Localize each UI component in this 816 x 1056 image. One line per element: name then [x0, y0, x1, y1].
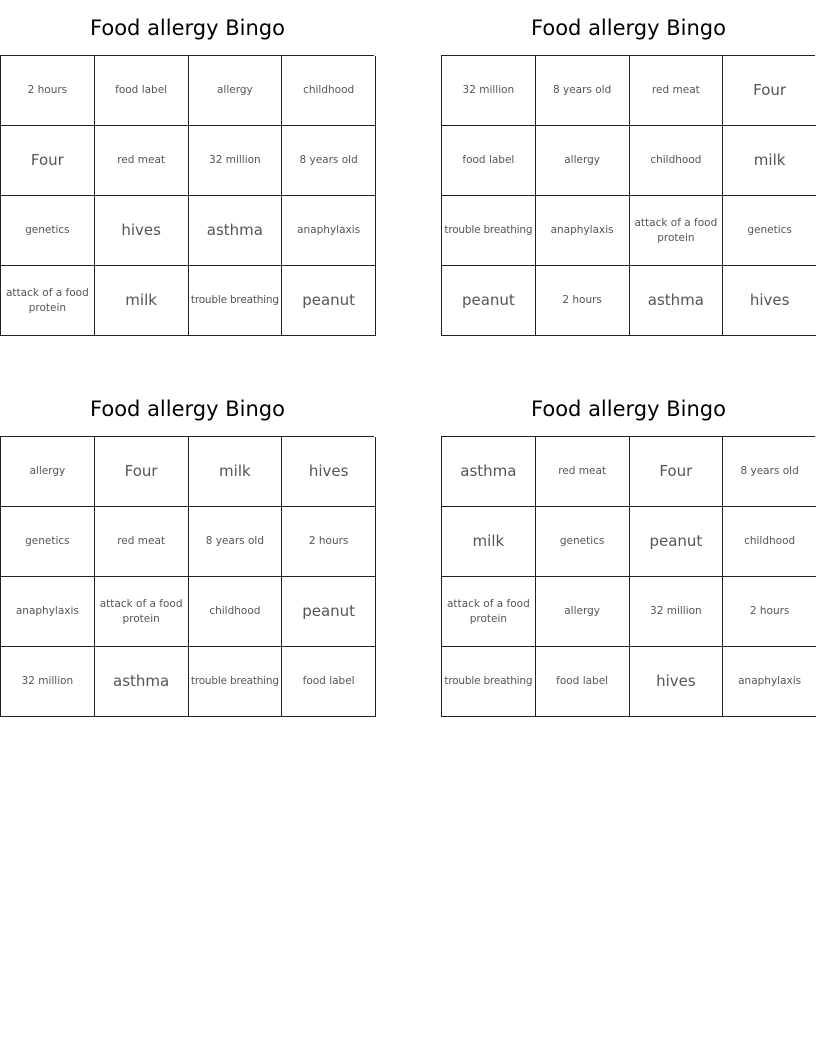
- bingo-cell: red meat: [536, 437, 630, 507]
- card-title: Food allergy Bingo: [531, 397, 726, 421]
- bingo-cell: attack of a food protein: [95, 577, 189, 647]
- bingo-cell: attack of a food protein: [630, 196, 724, 266]
- bingo-cell: peanut: [442, 266, 536, 336]
- bingo-cell: milk: [189, 437, 283, 507]
- bingo-cell: 32 million: [442, 56, 536, 126]
- card-title: Food allergy Bingo: [531, 16, 726, 40]
- bingo-cell: peanut: [282, 577, 376, 647]
- bingo-cell: asthma: [95, 647, 189, 717]
- bingo-grid: [0, 55, 374, 336]
- bingo-cell: trouble breathing: [189, 647, 283, 717]
- bingo-cell: red meat: [630, 56, 724, 126]
- bingo-cell: hives: [630, 647, 724, 717]
- bingo-cell: asthma: [442, 437, 536, 507]
- bingo-cell: 32 million: [1, 647, 95, 717]
- bingo-cell: attack of a food protein: [442, 577, 536, 647]
- bingo-cell: hives: [282, 437, 376, 507]
- bingo-cell: red meat: [95, 507, 189, 577]
- bingo-cell: red meat: [95, 126, 189, 196]
- card-title: Food allergy Bingo: [90, 16, 285, 40]
- bingo-cell: 8 years old: [189, 507, 283, 577]
- bingo-card-2: [441, 0, 816, 336]
- bingo-cell: food label: [536, 647, 630, 717]
- bingo-cell: hives: [95, 196, 189, 266]
- bingo-grid: [441, 55, 815, 336]
- bingo-cell: 8 years old: [723, 437, 816, 507]
- bingo-grid: [0, 436, 374, 717]
- bingo-cell: Four: [723, 56, 816, 126]
- bingo-cell: allergy: [1, 437, 95, 507]
- bingo-cell: allergy: [536, 126, 630, 196]
- bingo-cell: genetics: [723, 196, 816, 266]
- bingo-cell: peanut: [282, 266, 376, 336]
- bingo-cell: allergy: [536, 577, 630, 647]
- bingo-cell: Four: [630, 437, 724, 507]
- bingo-card-4: [441, 381, 816, 717]
- bingo-cell: genetics: [1, 196, 95, 266]
- bingo-cell: 2 hours: [282, 507, 376, 577]
- bingo-cell: trouble breathing: [442, 196, 536, 266]
- bingo-cell: 8 years old: [536, 56, 630, 126]
- bingo-cell: asthma: [189, 196, 283, 266]
- bingo-cell: childhood: [630, 126, 724, 196]
- bingo-cell: anaphylaxis: [1, 577, 95, 647]
- bingo-cell: trouble breathing: [189, 266, 283, 336]
- bingo-card-1: [0, 0, 375, 336]
- bingo-cell: childhood: [723, 507, 816, 577]
- bingo-cell: genetics: [1, 507, 95, 577]
- bingo-cell: genetics: [536, 507, 630, 577]
- bingo-cell: allergy: [189, 56, 283, 126]
- bingo-cell: 2 hours: [536, 266, 630, 336]
- bingo-cell: attack of a food protein: [1, 266, 95, 336]
- bingo-cell: hives: [723, 266, 816, 336]
- bingo-cell: food label: [95, 56, 189, 126]
- bingo-cell: Four: [1, 126, 95, 196]
- bingo-cell: peanut: [630, 507, 724, 577]
- bingo-cell: 32 million: [189, 126, 283, 196]
- bingo-cell: 2 hours: [723, 577, 816, 647]
- bingo-card-3: [0, 381, 375, 717]
- bingo-grid: [441, 436, 815, 717]
- bingo-cell: food label: [282, 647, 376, 717]
- bingo-cell: food label: [442, 126, 536, 196]
- bingo-cell: milk: [442, 507, 536, 577]
- bingo-cell: 32 million: [630, 577, 724, 647]
- bingo-cell: anaphylaxis: [536, 196, 630, 266]
- bingo-cell: 2 hours: [1, 56, 95, 126]
- bingo-cell: childhood: [282, 56, 376, 126]
- bingo-cell: childhood: [189, 577, 283, 647]
- bingo-cell: anaphylaxis: [282, 196, 376, 266]
- bingo-cell: anaphylaxis: [723, 647, 816, 717]
- card-title: Food allergy Bingo: [90, 397, 285, 421]
- bingo-cell: trouble breathing: [442, 647, 536, 717]
- bingo-cell: milk: [95, 266, 189, 336]
- bingo-cell: Four: [95, 437, 189, 507]
- bingo-cell: milk: [723, 126, 816, 196]
- bingo-cell: asthma: [630, 266, 724, 336]
- bingo-cell: 8 years old: [282, 126, 376, 196]
